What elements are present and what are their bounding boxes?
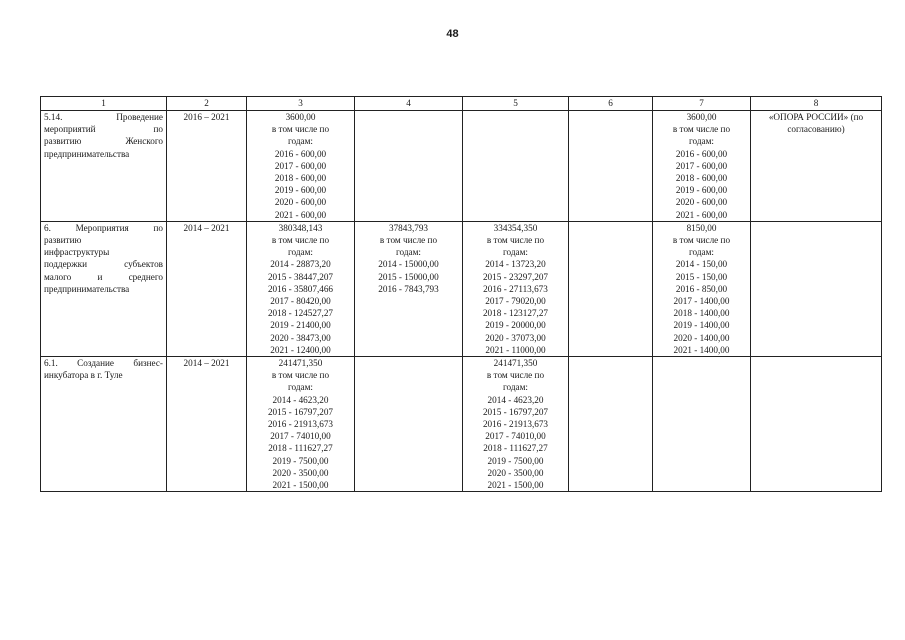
funding-cell-col3 [247,357,355,492]
funding-line: 2018 - 111627,27 [268,443,333,454]
funding-line: в том числе по [486,370,545,381]
funding-cell-col3 [247,221,355,356]
funding-line: 2016 - 21913,673 [482,419,549,430]
activity-name-word: 6.1. [44,358,58,369]
funding-cell-col6 [569,221,653,356]
funding-line: 2021 - 600,00 [675,209,728,220]
funding-cell-col7 [653,357,751,492]
funding-line: 2020 - 600,00 [274,197,327,208]
funding-line: 2015 - 16797,207 [482,406,549,417]
activity-name-word: малого [44,271,72,282]
funding-line: в том числе по [271,235,330,246]
funding-line: 2016 - 7843,793 [378,283,439,294]
funding-cell-col5 [463,357,569,492]
activity-name-word: развитию [44,136,82,147]
activity-name-word: бизнес- [133,358,163,369]
funding-line: годам: [288,247,313,258]
activity-name-word: 6. [44,222,51,233]
activity-name-word: Проведение [116,112,163,122]
funding-cell-col8 [751,111,882,222]
funding-cell-col4 [355,221,463,356]
funding-line: 2019 - 7500,00 [487,455,544,466]
funding-line: 3600,00 [686,112,717,122]
funding-line: 2016 - 600,00 [274,148,327,159]
funding-line: 3600,00 [285,112,316,122]
funding-line: 2021 - 1500,00 [272,480,329,491]
activity-name-word: Женского [125,136,163,147]
funding-line: 2017 - 74010,00 [485,431,546,442]
funding-line: 2017 - 79020,00 [485,296,546,307]
activity-name-word: инфраструктуры [44,247,110,258]
funding-line: 2015 - 15000,00 [378,271,439,282]
funding-cell-col7 [653,221,751,356]
table-row [41,111,882,222]
funding-line: 2020 - 37073,00 [485,332,546,343]
funding-line: 2019 - 1400,00 [673,320,730,331]
funding-line: в том числе по [486,235,545,246]
funding-line: 2014 - 150,00 [675,259,728,270]
activity-name-cell [41,221,167,356]
activity-name-word: по [153,124,163,135]
activity-name-word: и [97,271,103,282]
activity-name-word: Мероприятия [75,222,129,233]
activity-name-line [44,135,163,147]
funding-line: 2017 - 600,00 [675,160,728,171]
funding-line: 2016 - 850,00 [675,283,728,294]
funding-line: 380348,143 [278,222,323,233]
funding-line: 2019 - 600,00 [675,185,728,196]
funding-line: согласованию) [787,124,845,135]
funding-line: 2019 - 600,00 [274,185,327,196]
program-table [40,96,882,492]
header-cell: 5 [463,97,569,111]
funding-cell-col6 [569,111,653,222]
activity-name-line [44,369,163,381]
period-cell: 2014 – 2021 [167,357,247,492]
activity-name-word: развитию [44,235,82,246]
funding-line: 8150,00 [686,222,717,233]
activity-name-word: субъектов [124,259,163,270]
funding-cell-col8 [751,357,882,492]
funding-cell-col3 [247,111,355,222]
funding-line: 2016 - 27113,673 [483,283,548,294]
activity-name-line [44,123,163,135]
period-cell: 2014 – 2021 [167,221,247,356]
activity-name-line [44,234,163,246]
funding-line: 2018 - 600,00 [274,173,327,184]
funding-line: 241471,350 [278,358,323,369]
funding-line: годам: [689,136,714,147]
activity-name-cell [41,111,167,222]
header-cell: 1 [41,97,167,111]
activity-name-word: поддержки [44,259,87,270]
activity-name-word: 5.14. [44,112,63,122]
activity-name-line [44,222,163,234]
funding-line: 2016 - 600,00 [675,148,728,159]
funding-cell-col4 [355,111,463,222]
header-cell: 2 [167,97,247,111]
funding-line: 2015 - 38447,207 [267,271,334,282]
activity-name-cell [41,357,167,492]
funding-line: 2018 - 600,00 [675,173,728,184]
funding-line: 2014 - 28873,20 [270,259,331,270]
funding-line: 37843,793 [388,222,429,233]
funding-line: годам: [396,247,421,258]
period-cell: 2016 – 2021 [167,111,247,222]
funding-line: 2020 - 3500,00 [487,467,544,478]
funding-line: 2017 - 1400,00 [673,296,730,307]
activity-name-line [44,148,163,160]
funding-line: 2020 - 1400,00 [673,332,730,343]
funding-line: 2019 - 7500,00 [272,455,329,466]
activity-name-line [44,246,163,258]
activity-name-word: предпринимательства [44,283,130,294]
funding-cell-col5 [463,221,569,356]
funding-line: 2021 - 1500,00 [487,480,544,491]
funding-line: в том числе по [271,124,330,135]
header-cell: 7 [653,97,751,111]
activity-name-line [44,271,163,283]
funding-line: 2020 - 3500,00 [272,467,329,478]
funding-line: 334354,350 [493,222,538,233]
activity-name-word: среднего [128,271,163,282]
funding-cell-col5 [463,111,569,222]
funding-line: 2014 - 4623,20 [487,394,544,405]
funding-line: в том числе по [672,124,731,135]
funding-line: 2014 - 13723,20 [485,259,546,270]
funding-line: 2020 - 38473,00 [270,332,331,343]
header-cell: 6 [569,97,653,111]
funding-line: 2018 - 111627,27 [483,443,548,454]
funding-line: 2018 - 123127,27 [482,308,549,319]
funding-cell-col7 [653,111,751,222]
funding-line: 2019 - 21400,00 [270,320,331,331]
funding-line: 2015 - 150,00 [675,271,728,282]
funding-line: годам: [689,247,714,258]
funding-line: 2014 - 4623,20 [272,394,329,405]
funding-line: 2018 - 1400,00 [673,308,730,319]
activity-name-word: предпринимательства [44,148,130,159]
funding-line: в том числе по [672,235,731,246]
activity-name-word: инкубатора в г. Туле [44,370,123,381]
header-cell: 3 [247,97,355,111]
funding-line: 2017 - 600,00 [274,160,327,171]
funding-line: 2016 - 35807,466 [267,283,334,294]
funding-line: 2017 - 80420,00 [270,296,331,307]
activity-name-word: Создание [77,358,115,369]
funding-line: 2020 - 600,00 [675,197,728,208]
table-row [41,357,882,492]
activity-name-line [44,111,163,123]
header-row [41,97,882,111]
funding-cell-col4 [355,357,463,492]
funding-cell-col6 [569,357,653,492]
funding-line: 2021 - 1400,00 [673,344,730,355]
funding-line: 241471,350 [493,358,538,369]
funding-line: в том числе по [379,235,438,246]
funding-line: 2014 - 15000,00 [378,259,439,270]
funding-line: годам: [288,382,313,393]
table-row [41,221,882,356]
funding-line: 2015 - 16797,207 [267,406,334,417]
page-number: 48 [446,28,459,40]
funding-line: 2021 - 600,00 [274,209,327,220]
activity-name-line [44,258,163,270]
header-cell: 8 [751,97,882,111]
funding-line: годам: [288,136,313,147]
funding-line: годам: [503,247,528,258]
funding-line: 2017 - 74010,00 [270,431,331,442]
funding-line: 2016 - 21913,673 [267,419,334,430]
funding-line: 2021 - 11000,00 [485,344,546,355]
funding-cell-col8 [751,221,882,356]
header-cell: 4 [355,97,463,111]
funding-line: 2019 - 20000,00 [485,320,546,331]
activity-name-word: мероприятий [44,124,96,135]
funding-line: 2021 - 12400,00 [270,344,331,355]
funding-line: «ОПОРА РОССИИ» (по [768,112,864,122]
activity-name-word: по [153,222,163,233]
activity-name-line [44,357,163,369]
activity-name-line [44,283,163,295]
funding-line: 2015 - 23297,207 [482,271,549,282]
funding-line: 2018 - 124527,27 [267,308,334,319]
funding-line: в том числе по [271,370,330,381]
funding-line: годам: [503,382,528,393]
